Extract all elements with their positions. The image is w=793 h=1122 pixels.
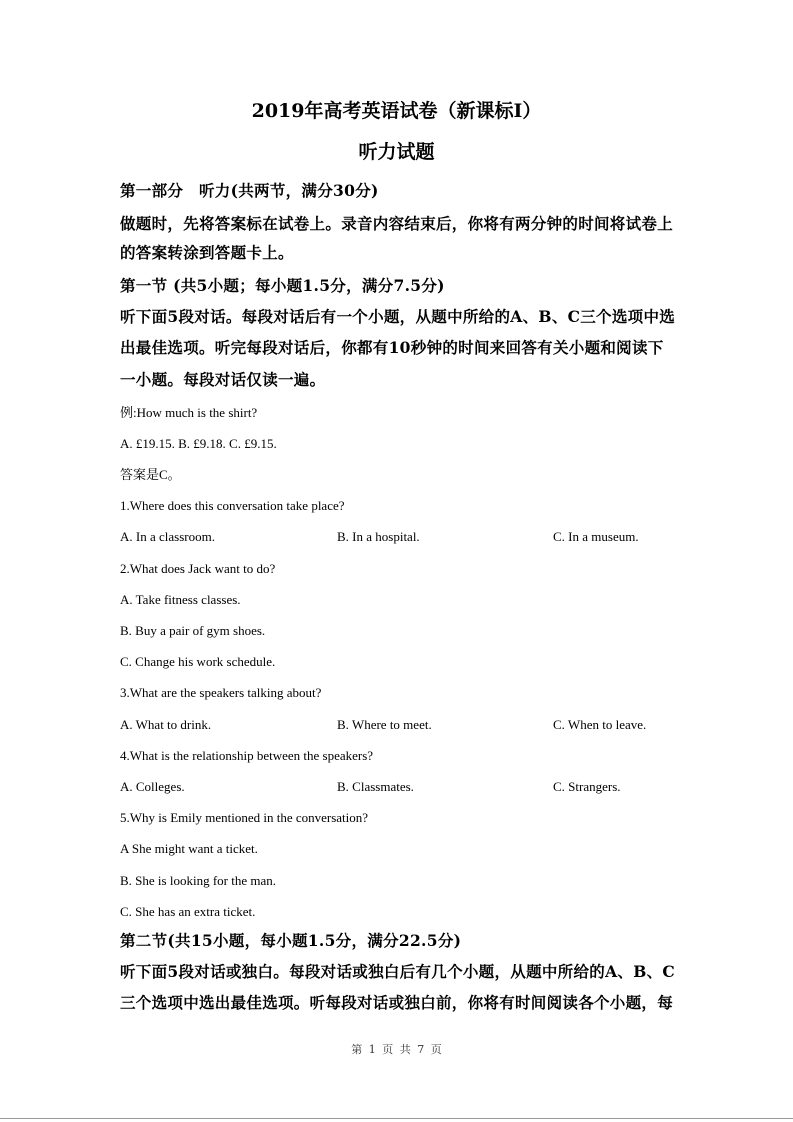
option-b: B. In a hospital. (337, 529, 420, 544)
question-5: 5.Why is Emily mentioned in the conversation? (120, 810, 369, 825)
page-footer: 第 1 页 共 7 页 (351, 1043, 442, 1056)
option-c: C. Strangers. (553, 779, 621, 794)
option-b: B. Where to meet. (337, 717, 432, 732)
option-b: B. Classmates. (337, 779, 414, 794)
option-c: C. In a museum. (553, 529, 639, 544)
question-1: 1.Where does this conversation take place? (120, 498, 345, 513)
question-3: 3.What are the speakers talking about? (120, 685, 322, 700)
option-a: A. What to drink. (120, 717, 212, 732)
question-4: 4.What is the relationship between the speakers? (120, 748, 374, 763)
option-a: A She might want a ticket. (120, 841, 258, 856)
section2-heading: 第二节(共15小题，每小题1.5分，满分22.5分) (120, 931, 462, 950)
page-edge-divider (0, 1118, 793, 1119)
section2-instruction: 听下面5段对话或独白。每段对话或独白后有几个小题，从题中所给的A、B、C (120, 962, 676, 981)
example-options: A. £19.15. B. £9.18. C. £9.15. (120, 436, 277, 451)
section1-instruction: 出最佳选项。听完每段对话后，你都有10秒钟的时间来回答有关小题和阅读下 (120, 338, 664, 357)
document-subtitle: 听力试题 (358, 141, 435, 163)
option-b: B. Buy a pair of gym shoes. (120, 623, 266, 638)
section1-heading: 第一节 (共5小题；每小题1.5分，满分7.5分) (120, 276, 445, 295)
section2-instruction: 三个选项中选出最佳选项。听每段对话或独白前，你将有时间阅读各个小题，每 (120, 993, 674, 1012)
instruction-line: 的答案转涂到答题卡上。 (120, 243, 294, 262)
option-c: C. She has an extra ticket. (120, 904, 256, 919)
option-b: B. She is looking for the man. (120, 873, 276, 888)
option-c: C. Change his work schedule. (120, 654, 276, 669)
section1-instruction: 一小题。每段对话仅读一遍。 (120, 370, 326, 389)
option-a: A. Colleges. (120, 779, 185, 794)
option-a: A. In a classroom. (120, 529, 215, 544)
option-c: C. When to leave. (553, 717, 647, 732)
instruction-line: 做题时，先将答案标在试卷上。录音内容结束后，你将有两分钟的时间将试卷上 (120, 214, 674, 233)
option-a: A. Take fitness classes. (120, 592, 241, 607)
question-2: 2.What does Jack want to do? (120, 561, 276, 576)
section1-instruction: 听下面5段对话。每段对话后有一个小题，从题中所给的A、B、C三个选项中选 (120, 307, 676, 326)
document-title: 2019年高考英语试卷（新课标Ⅰ） (251, 100, 542, 122)
part1-heading: 第一部分 听力(共两节，满分30分) (120, 181, 379, 200)
example-answer: 答案是C。 (120, 467, 181, 482)
example-question: 例:How much is the shirt? (120, 405, 258, 420)
